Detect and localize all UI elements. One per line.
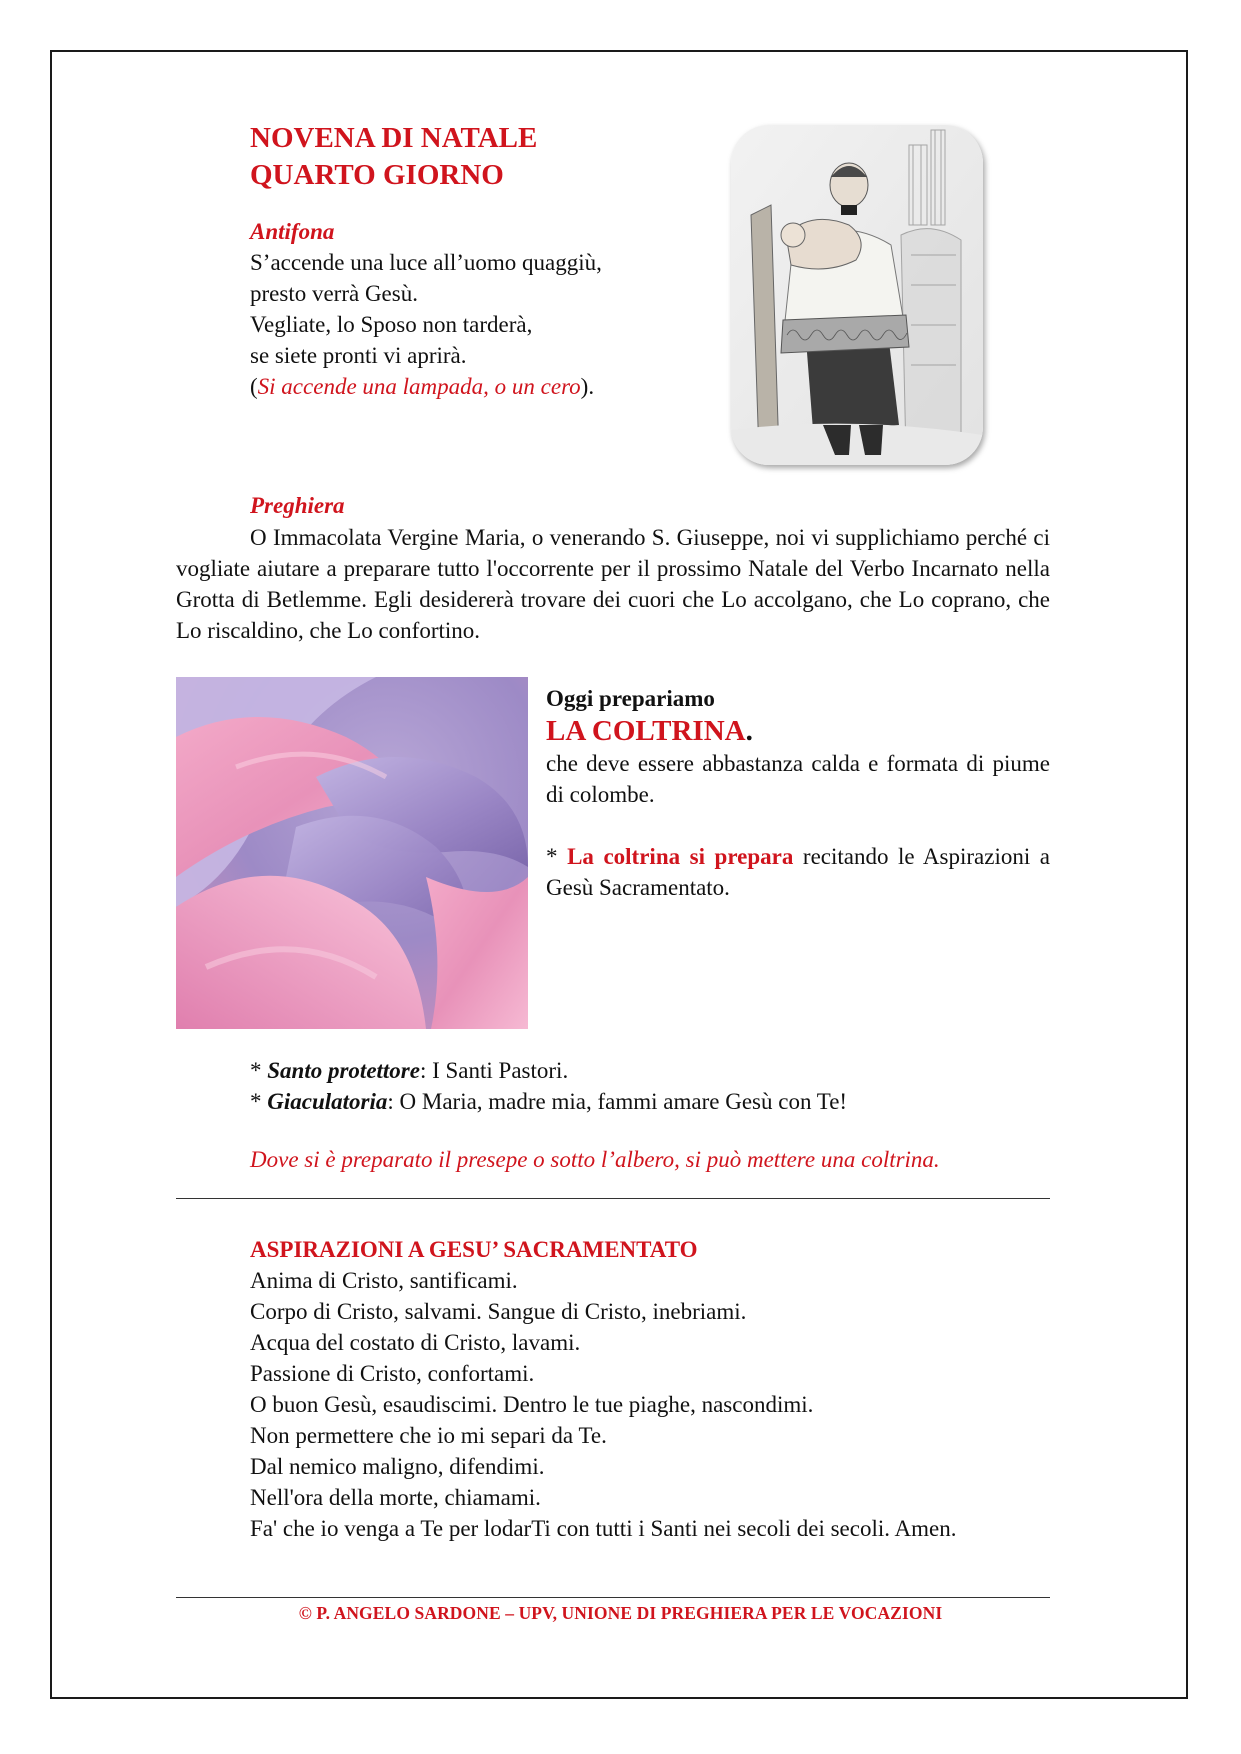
- santo-label: Santo protettore: [267, 1058, 420, 1083]
- note-rest: recitando le Aspirazioni a Gesù Sacramentato.: [546, 844, 1050, 900]
- aspirazioni-section: [250, 1235, 956, 1544]
- oggi-desc: che deve essere abbastanza calda e formata di piume di colombe.: [546, 751, 1050, 807]
- aspirazione-line: Fa' che io venga a Te per lodarTi con tutti i Santi nei secoli dei secoli. Amen.: [250, 1516, 957, 1541]
- giaculatoria-label: Giaculatoria: [267, 1089, 388, 1114]
- giaculatoria-value: : O Maria, madre mia, fammi amare Gesù con Te!: [387, 1089, 848, 1114]
- aspirazione-line: Passione di Cristo, confortami.: [250, 1361, 535, 1386]
- aspirazione-line: Nell'ora della morte, chiamami.: [250, 1485, 541, 1510]
- santo-star: *: [250, 1058, 268, 1083]
- title-line-1: NOVENA DI NATALE: [250, 122, 538, 154]
- antifona-rubric-line: [250, 371, 602, 402]
- aspirazione-line: Non permettere che io mi separi da Te.: [250, 1423, 607, 1448]
- antifona-line: S’accende una luce all’uomo quaggiù,: [250, 250, 602, 275]
- footer-divider: [176, 1597, 1050, 1598]
- note-bold: La coltrina si prepara: [567, 844, 794, 869]
- fabric-drawing: [176, 677, 528, 1029]
- antifona-rubric: Si accende una lampada, o un cero: [257, 374, 581, 399]
- aspirazione-line: Anima di Cristo, santificami.: [250, 1268, 518, 1293]
- oggi-note: [546, 841, 1050, 903]
- oggi-section: [546, 684, 1050, 903]
- giaculatoria-star: *: [250, 1089, 268, 1114]
- antifona-line: se siete pronti vi aprirà.: [250, 343, 467, 368]
- page-title: [250, 120, 537, 194]
- antifona-line: Vegliate, lo Sposo non tarderà,: [250, 312, 533, 337]
- note-star: *: [546, 844, 568, 869]
- aspirazione-line: Dal nemico maligno, difendimi.: [250, 1454, 545, 1479]
- aspirazione-line: O buon Gesù, esaudiscimi. Dentro le tue piaghe, nascondimi.: [250, 1392, 814, 1417]
- preghiera-text: O Immacolata Vergine Maria, o venerando S. Giuseppe, noi vi supplichiamo perché ci vogliate aiutare a preparare tutto l'occorrente per il prossimo Natale del Verbo Incarnato nella Grotta di Betlemme. Egli desidererà trovare dei cuori che Lo accolgano, che Lo coprano, che Lo riscaldino, che Lo confortino.: [176, 525, 1050, 643]
- presepe-note: Dove si è preparato il presepe o sotto l’albero, si può mettere una coltrina.: [250, 1147, 940, 1172]
- coltrina-image: [176, 677, 528, 1029]
- antifona-section: [250, 219, 602, 402]
- footer-copyright: © P. ANGELO SARDONE – UPV, UNIONE DI PREGHIERA PER LE VOCAZIONI: [298, 1603, 943, 1623]
- santo-value: : I Santi Pastori.: [419, 1058, 569, 1083]
- preghiera-label-wrap: [250, 493, 345, 519]
- santo-line: [250, 1055, 568, 1086]
- oggi-item-punct: .: [745, 715, 753, 747]
- oggi-intro: Oggi prepariamo: [546, 686, 715, 711]
- preghiera-label: Preghiera: [250, 493, 345, 518]
- paren-close: ).: [580, 374, 595, 399]
- paren-open: (: [250, 374, 258, 399]
- oggi-item-line: [546, 714, 1050, 748]
- oggi-item: LA COLTRINA: [546, 715, 746, 747]
- aspirazioni-title: ASPIRAZIONI A GESU’ SACRAMENTATO: [250, 1237, 698, 1262]
- priest-illustration: [731, 125, 983, 465]
- title-line-2: QUARTO GIORNO: [250, 159, 504, 191]
- divider: [176, 1198, 1050, 1199]
- priest-drawing: [731, 125, 983, 465]
- antifona-line: presto verrà Gesù.: [250, 281, 418, 306]
- giaculatoria-line: [250, 1086, 847, 1117]
- aspirazioni-lines: [250, 1265, 956, 1544]
- aspirazione-line: Corpo di Cristo, salvami. Sangue di Cristo, inebriami.: [250, 1299, 747, 1324]
- antifona-text: [250, 247, 602, 402]
- aspirazione-line: Acqua del costato di Cristo, lavami.: [250, 1330, 581, 1355]
- antifona-label: Antifona: [250, 219, 335, 244]
